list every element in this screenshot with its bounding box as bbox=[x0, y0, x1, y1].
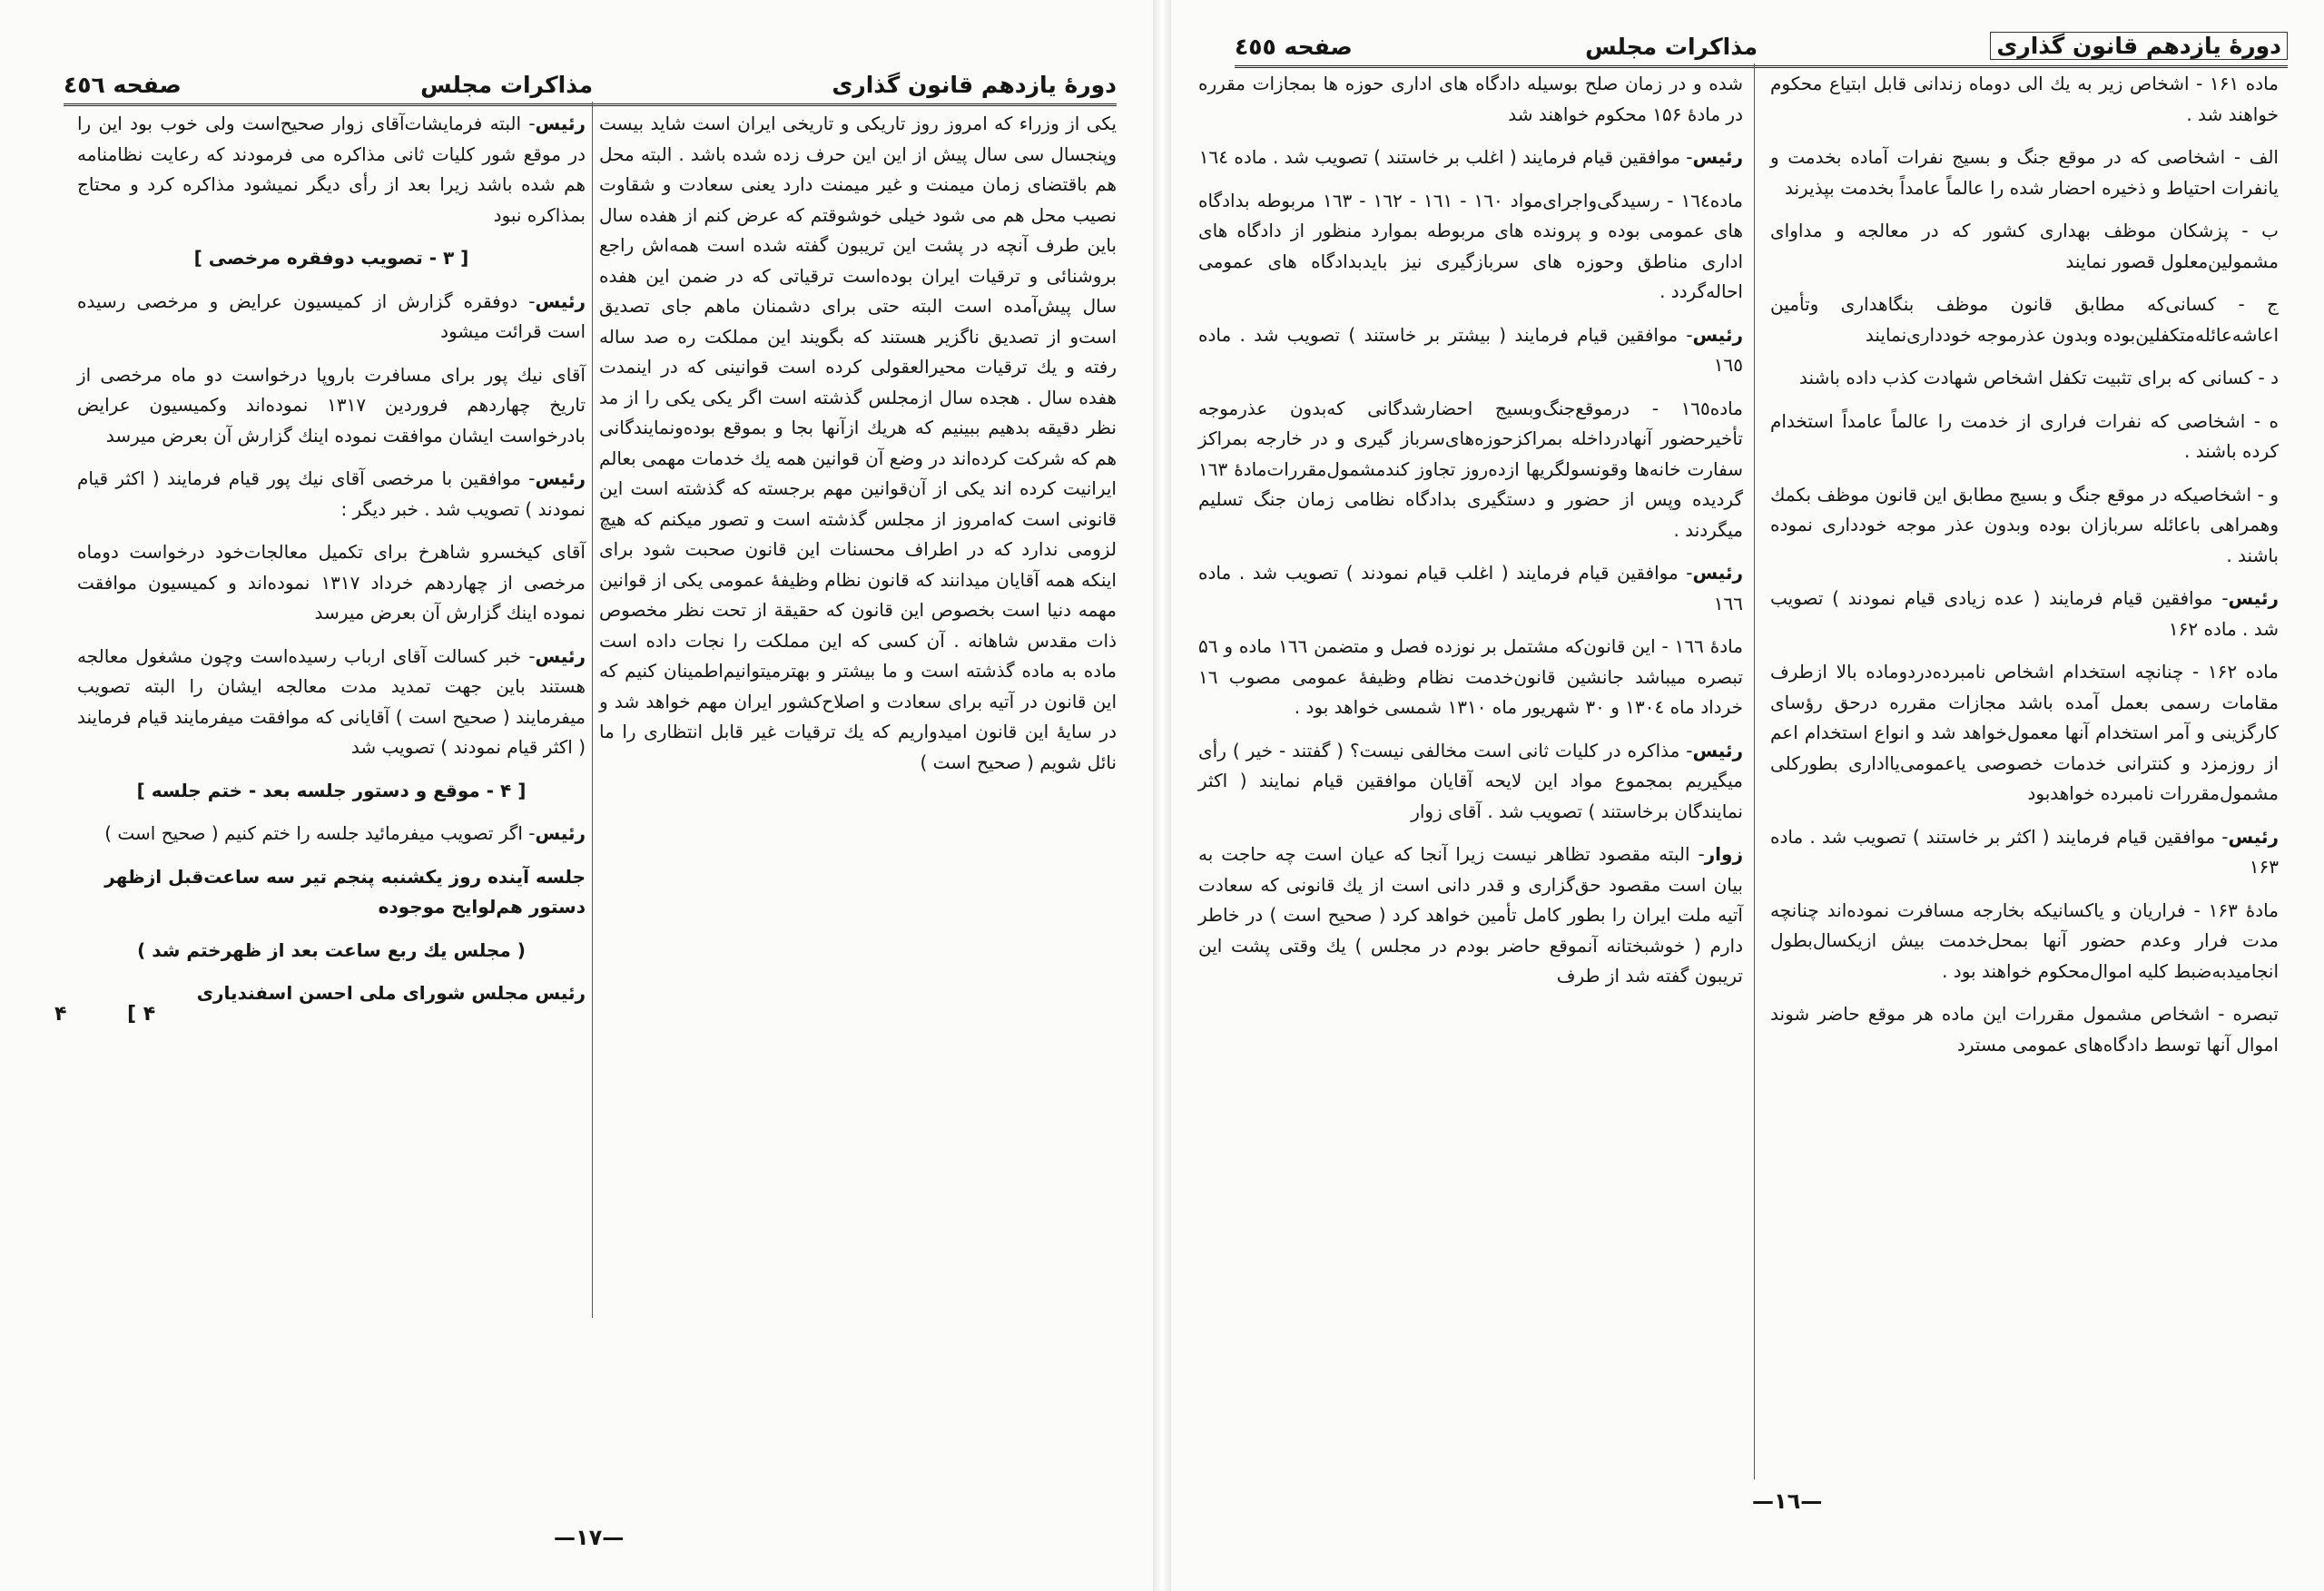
speaker-name: رئیس bbox=[535, 467, 586, 489]
speaker-name: زوار bbox=[1704, 843, 1743, 865]
right-page-column-left bbox=[1198, 69, 1743, 1005]
article-paragraph: ماده ۱۶۲ - چنانچه استخدام اشخاص نامبرده‌دردوماده بالا ازطرف مقامات رسمی بعمل آمده باشد مجازات مقرره درحق رؤسای کارگزینی و آمر استخدام آنها معمول‌خواهد شد و انواع استخدام اعم از روزمزد و کنترانی خدمات خصوصی یاعمومی‌یااداری بطورکلی مشمول‌مقررات نامبرده خواهدبود bbox=[1770, 661, 2279, 804]
speaker-name: رئیس bbox=[1692, 146, 1743, 168]
article-clause: ب - پزشکان موظف بهداری کشور که در معالجه و مداوای مشمولین‌معلول قصور نمایند bbox=[1770, 220, 2279, 272]
article-note: تبصره - اشخاص مشمول مقررات این ماده هر موقع حاضر شوند اموال آنها توسط دادگاه‌های عمومی مسترد bbox=[1770, 1003, 2279, 1056]
left-page-column-left bbox=[77, 109, 586, 1022]
speaker-name: رئیس bbox=[2228, 587, 2279, 609]
right-page-header bbox=[1235, 18, 2288, 68]
book-gutter bbox=[1153, 0, 1171, 1591]
report-paragraph: آقای نیك پور برای مسافرت باروپا درخواست دو ماه مرخصی از تاریخ چهاردهم فروردین ۱۳۱۷ نموده‌اند وکمیسیون عرایض بادرخواست ایشان موافقت نموده اینك گزارش آن بعرض میرسد bbox=[77, 363, 586, 447]
speech-paragraph: رئیس- دوفقره گزارش از کمیسیون عرایض و مرخصی رسیده است قرائت میشود bbox=[77, 290, 586, 342]
speaker-name: رئیس bbox=[1692, 323, 1743, 346]
article-clause: الف - اشخاصی که در موقع جنگ و بسیج نفرات آماده بخدمت و یانفرات احتیاط و ذخیره احضار شده را عالماً عامداً بخدمت بپذیرند bbox=[1770, 146, 2279, 199]
speech-paragraph: رئیس- اگر تصویب میفرمائید جلسه را ختم کنیم ( صحیح است ) bbox=[104, 822, 586, 844]
margin-mark: [ ۴ bbox=[127, 1003, 156, 1026]
next-session-notice: جلسه آینده روز یکشنبه پنجم تیر سه ساعت‌قبل ازظهر دستور هم‌لوایح موجوده bbox=[104, 865, 586, 918]
left-page bbox=[0, 0, 1153, 1591]
header-page-number: صفحه ٤٥٥ bbox=[1235, 34, 1353, 60]
header-title: مذاکرات مجلس bbox=[420, 72, 594, 98]
speech-paragraph: رئیس- مذاکره در کلیات ثانی است مخالفی نیست؟ ( گفتند - خیر ) رأی میگیریم بمجموع مواد این لایحه آقایان موافقین قیام نمایند ( اکثر نمایندگان برخاستند ) تصویب شد . آقای زوار bbox=[1198, 739, 1743, 822]
section-heading: [ ۴ - موقع و دستور جلسه بعد - ختم جلسه ] bbox=[136, 779, 527, 801]
speech-paragraph: رئیس- موافقین قیام فرمایند ( اغلب بر خاستند ) تصویب شد . ماده ۱٦٤ bbox=[1198, 146, 1743, 168]
speaker-name: رئیس bbox=[1692, 739, 1743, 761]
column-divider bbox=[592, 102, 593, 1318]
speech-paragraph: یکی از وزراء که امروز روز تاریکی و تاریخی ایران است شاید بیست وپنجسال سی سال پیش از این این حرف زده شده باشد . البته محل هم باقتضای زمان میمنت و غیر میمنت دارد یعنی سعادت و شقاوت نصیب محل هم می شود خیلی خوشوقتم که عرض کنم از هفده سال باین طرف آنچه در پشت این تریبون گفته شده است همه‌اش راجع بروشنائی و ترقیات ایران بوده‌است ترقیاتی که در ضمن این هفده سال پیش‌آمده است البته حتی برای دشمنان ماهم جای تصدیق است‌و از تصدیق ناگزیر هستند که بگویند این مملکت ره صد ساله رفته و یك ترقیات محیرالعقولی کرده است قوانینی که در اینمدت هفده سال . هجده سال ازمجلس گذشته است اگر یکی یکی را از مد نظر دقیقه بدهیم ببینیم که هریك ازآنها بجا و بموقع بوده‌ونمایندگانی هم که شرکت کرده‌اند در وضع آن قوانین همه یك خدمات مهمی بعالم ایرانیت کرده اند یکی از آن‌قوانین مهم برجسته که گذشته است این قانونی است که‌امروز از مجلس گذشته است و تصور میکنم که هیچ لزومی ندارد که در اطراف محسنات این قانون صحبت شود برای اینکه همه آقایان میدانند که قانون نظام وظیفهٔ عمومی یکی از قوانین مهمه دنیا است بخصوص این قانون که حقیقة از تحت نظر مخصوص ذات مقدس شاهانه . آن کسی که این مملکت را نجات داده است ماده به ماده گذشته است و ما بیشتر و بهترمیتوانیم‌اطمینان کنیم که این قانون در آتیه برای سعادت و اصلاح‌کشور ایران مهم خواهد شد و در سایهٔ این قانون امیدواریم که یك ترقیات غیر قابل انتظاری را ما نائل شویم ( صحیح است ) bbox=[599, 113, 1117, 773]
left-page-header bbox=[64, 56, 1117, 106]
speech-paragraph: زوار- البته مقصود تظاهر نیست زیرا آنجا که عیان است چه حاجت به بیان است مقصود حق‌گزاری و قدر دانی است از یك قانونی که سعادت آتیه ملت ایران را بطور کامل تأمین خواهد کرد ( صحیح است ) در خاطر دارم ( خوشبختانه آنموقع حاضر بودم در مجلس ) یك وقتی پشت این تریبون گفته شد از طرف bbox=[1198, 843, 1743, 987]
speech-paragraph: رئیس- خبر کسالت آقای ارباب رسیده‌است وچون مشغول معالجه هستند باین جهت تمدید مدت معالجه ایشان را البته تصویب میفرمایند ( صحیح است ) آقایانی که موافقت میفرمایند قیام فرمایند ( اکثر قیام نمودند ) تصویب شد bbox=[77, 644, 586, 758]
article-paragraph: مادهٔ ۱۶۳ - فراریان و یاکسانیکه بخارجه مسافرت نموده‌اند چنانچه مدت فرار وعدم حضور آنها بمحل‌خدمت بیش ازیکسال‌بطول انجامید‌به‌ضبط کلیه اموال‌محکوم خواهند بود . bbox=[1770, 899, 2279, 982]
speaker-name: رئیس bbox=[535, 822, 586, 844]
header-session-title: دورهٔ یازدهم قانون گذاری bbox=[1990, 32, 2288, 60]
speaker-name: رئیس bbox=[535, 290, 586, 312]
right-page bbox=[1171, 0, 2324, 1591]
report-paragraph: آقای کیخسرو شاهرخ برای تکمیل معالجات‌خود درخواست دوماه مرخصی از چهاردهم خرداد ۱۳۱۷ نموده‌اند و کمیسیون موافقت نموده اینك گزارش آن بعرض میرسد bbox=[77, 541, 586, 624]
header-page-number: صفحه ٤٥٦ bbox=[64, 72, 182, 98]
header-title: مذاکرات مجلس bbox=[1585, 34, 1758, 60]
footer-page-number: —۱۷— bbox=[554, 1525, 625, 1550]
article-paragraph: ماده۱٦٥ - درموقع‌جنگ‌وبسیج احضارشدگانی که‌بدون عذرموجه تأخیرحضور آنهادرداخله بمراکزحوزه‌های‌سرباز گیری و در خارجه بمراکز سفارت خانه‌ها وقونسولگریها ازده‌روز تجاوز کندمشمول‌مقررات‌مادهٔ ۱٦۳ گردیده وپس از حضور و دستگیری بدادگاه نظامی زمان جنگ تسلیم میگردند . bbox=[1198, 397, 1743, 541]
margin-mark: ۴ bbox=[54, 1003, 67, 1026]
article-paragraph: ماده۱٦٤ - رسیدگی‌واجرای‌مواد ۱٦۰ - ۱٦۱ - ۱٦۲ - ۱٦۳ مربوطه بدادگاه های عمومی بوده و پرونده های مربوطه بموارد منظور از دادگاه های اداری مناطق وحوزه های سربازگیری نیز بایدبدادگاه های عمومی احاله‌گردد . bbox=[1198, 189, 1743, 302]
column-divider bbox=[1754, 64, 1755, 1479]
article-clause: ه - اشخاصی که نفرات فراری از خدمت را عالماً عامداً استخدام کرده باشند . bbox=[1770, 409, 2279, 462]
article-clause: د - کسانی که برای تثبیت تکفل اشخاص شهادت کذب داده باشند bbox=[1799, 367, 2279, 388]
article-paragraph: شده و در زمان صلح بوسیله دادگاه های اداری حوزه ها بمجازات مقرره در مادهٔ ۱۵۶ محکوم خواهند شد bbox=[1198, 73, 1743, 125]
speaker-name: رئیس bbox=[535, 644, 586, 667]
speech-paragraph: رئیس- موافقین قیام فرمایند ( عده زیادی قیام نمودند ) تصویب شد . ماده ۱۶۲ bbox=[1770, 587, 2279, 640]
speech-paragraph: رئیس- موافقین با مرخصی آقای نیك پور قیام فرمایند ( اکثر قیام نمودند ) تصویب شد . خبر دیگر : bbox=[77, 467, 586, 520]
speech-paragraph: رئیس- موافقین قیام فرمایند ( اغلب قیام نمودند ) تصویب شد . ماده ۱٦٦ bbox=[1198, 562, 1743, 614]
left-page-column-right bbox=[599, 109, 1117, 791]
signature-line: رئیس مجلس شورای ملی احسن اسفندیاری bbox=[196, 982, 586, 1004]
article-paragraph: مادهٔ ۱٦٦ - این قانون‌که مشتمل بر نوزده فصل و متضمن ۱٦٦ ماده و ۵٦ تبصره میباشد جانشین قانون‌خدمت نظام وظیفهٔ عمومی مصوب ۱٦ خرداد ماه ۱۳۰٤ و ۳۰ شهریور ماه ۱۳۱۰ شمسی خواهد بود . bbox=[1198, 635, 1743, 718]
article-clause: ج - کسانی‌که مطابق قانون موظف بنگاهداری وتأمین اعاشه‌عائله‌متکفلین‌بوده وبدون عذرموجه خودداری‌نمایند bbox=[1770, 293, 2279, 346]
speech-paragraph: رئیس- موافقین قیام فرمایند ( اکثر بر خاستند ) تصویب شد . ماده ۱۶۳ bbox=[1770, 825, 2279, 878]
speech-paragraph: رئیس- موافقین قیام فرمایند ( بیشتر بر خاستند ) تصویب شد . ماده ۱٦٥ bbox=[1198, 323, 1743, 376]
footer-page-number: —۱٦— bbox=[1752, 1488, 1823, 1514]
article-clause: و - اشخاصیکه در موقع جنگ و بسیج مطابق این قانون موظف بکمك وهمراهی باعائله سربازان بوده وبدون عذر موجه خودداری نموده باشند . bbox=[1770, 483, 2279, 566]
right-page-column-right bbox=[1770, 69, 2279, 1073]
speaker-name: رئیس bbox=[1692, 562, 1743, 584]
speaker-name: رئیس bbox=[2228, 825, 2279, 848]
article-paragraph: ماده ۱۶۱ - اشخاص زیر به یك الی دوماه زندانی قابل ابتیاع محکوم خواهند شد . bbox=[1770, 73, 2279, 125]
section-heading: [ ۳ - تصویب دوفقره مرخصی ] bbox=[193, 247, 469, 269]
speech-paragraph: رئیس- البته فرمایشات‌آقای زوار صحیح‌است ولی خوب بود این را در موقع شور کلیات ثانی مذاکره می فرمودند که رعایت نظامنامه هم شده باشد زیرا بعد از رأی دیگر نمیشود مذاکره کرد و محتاج بمذاکره نبود bbox=[77, 113, 586, 226]
header-session-title: دورهٔ یازدهم قانون گذاری bbox=[832, 72, 1117, 98]
session-end-notice: ( مجلس یك ربع ساعت بعد از ظهرختم شد ) bbox=[137, 938, 526, 961]
speaker-name: رئیس bbox=[535, 113, 586, 134]
